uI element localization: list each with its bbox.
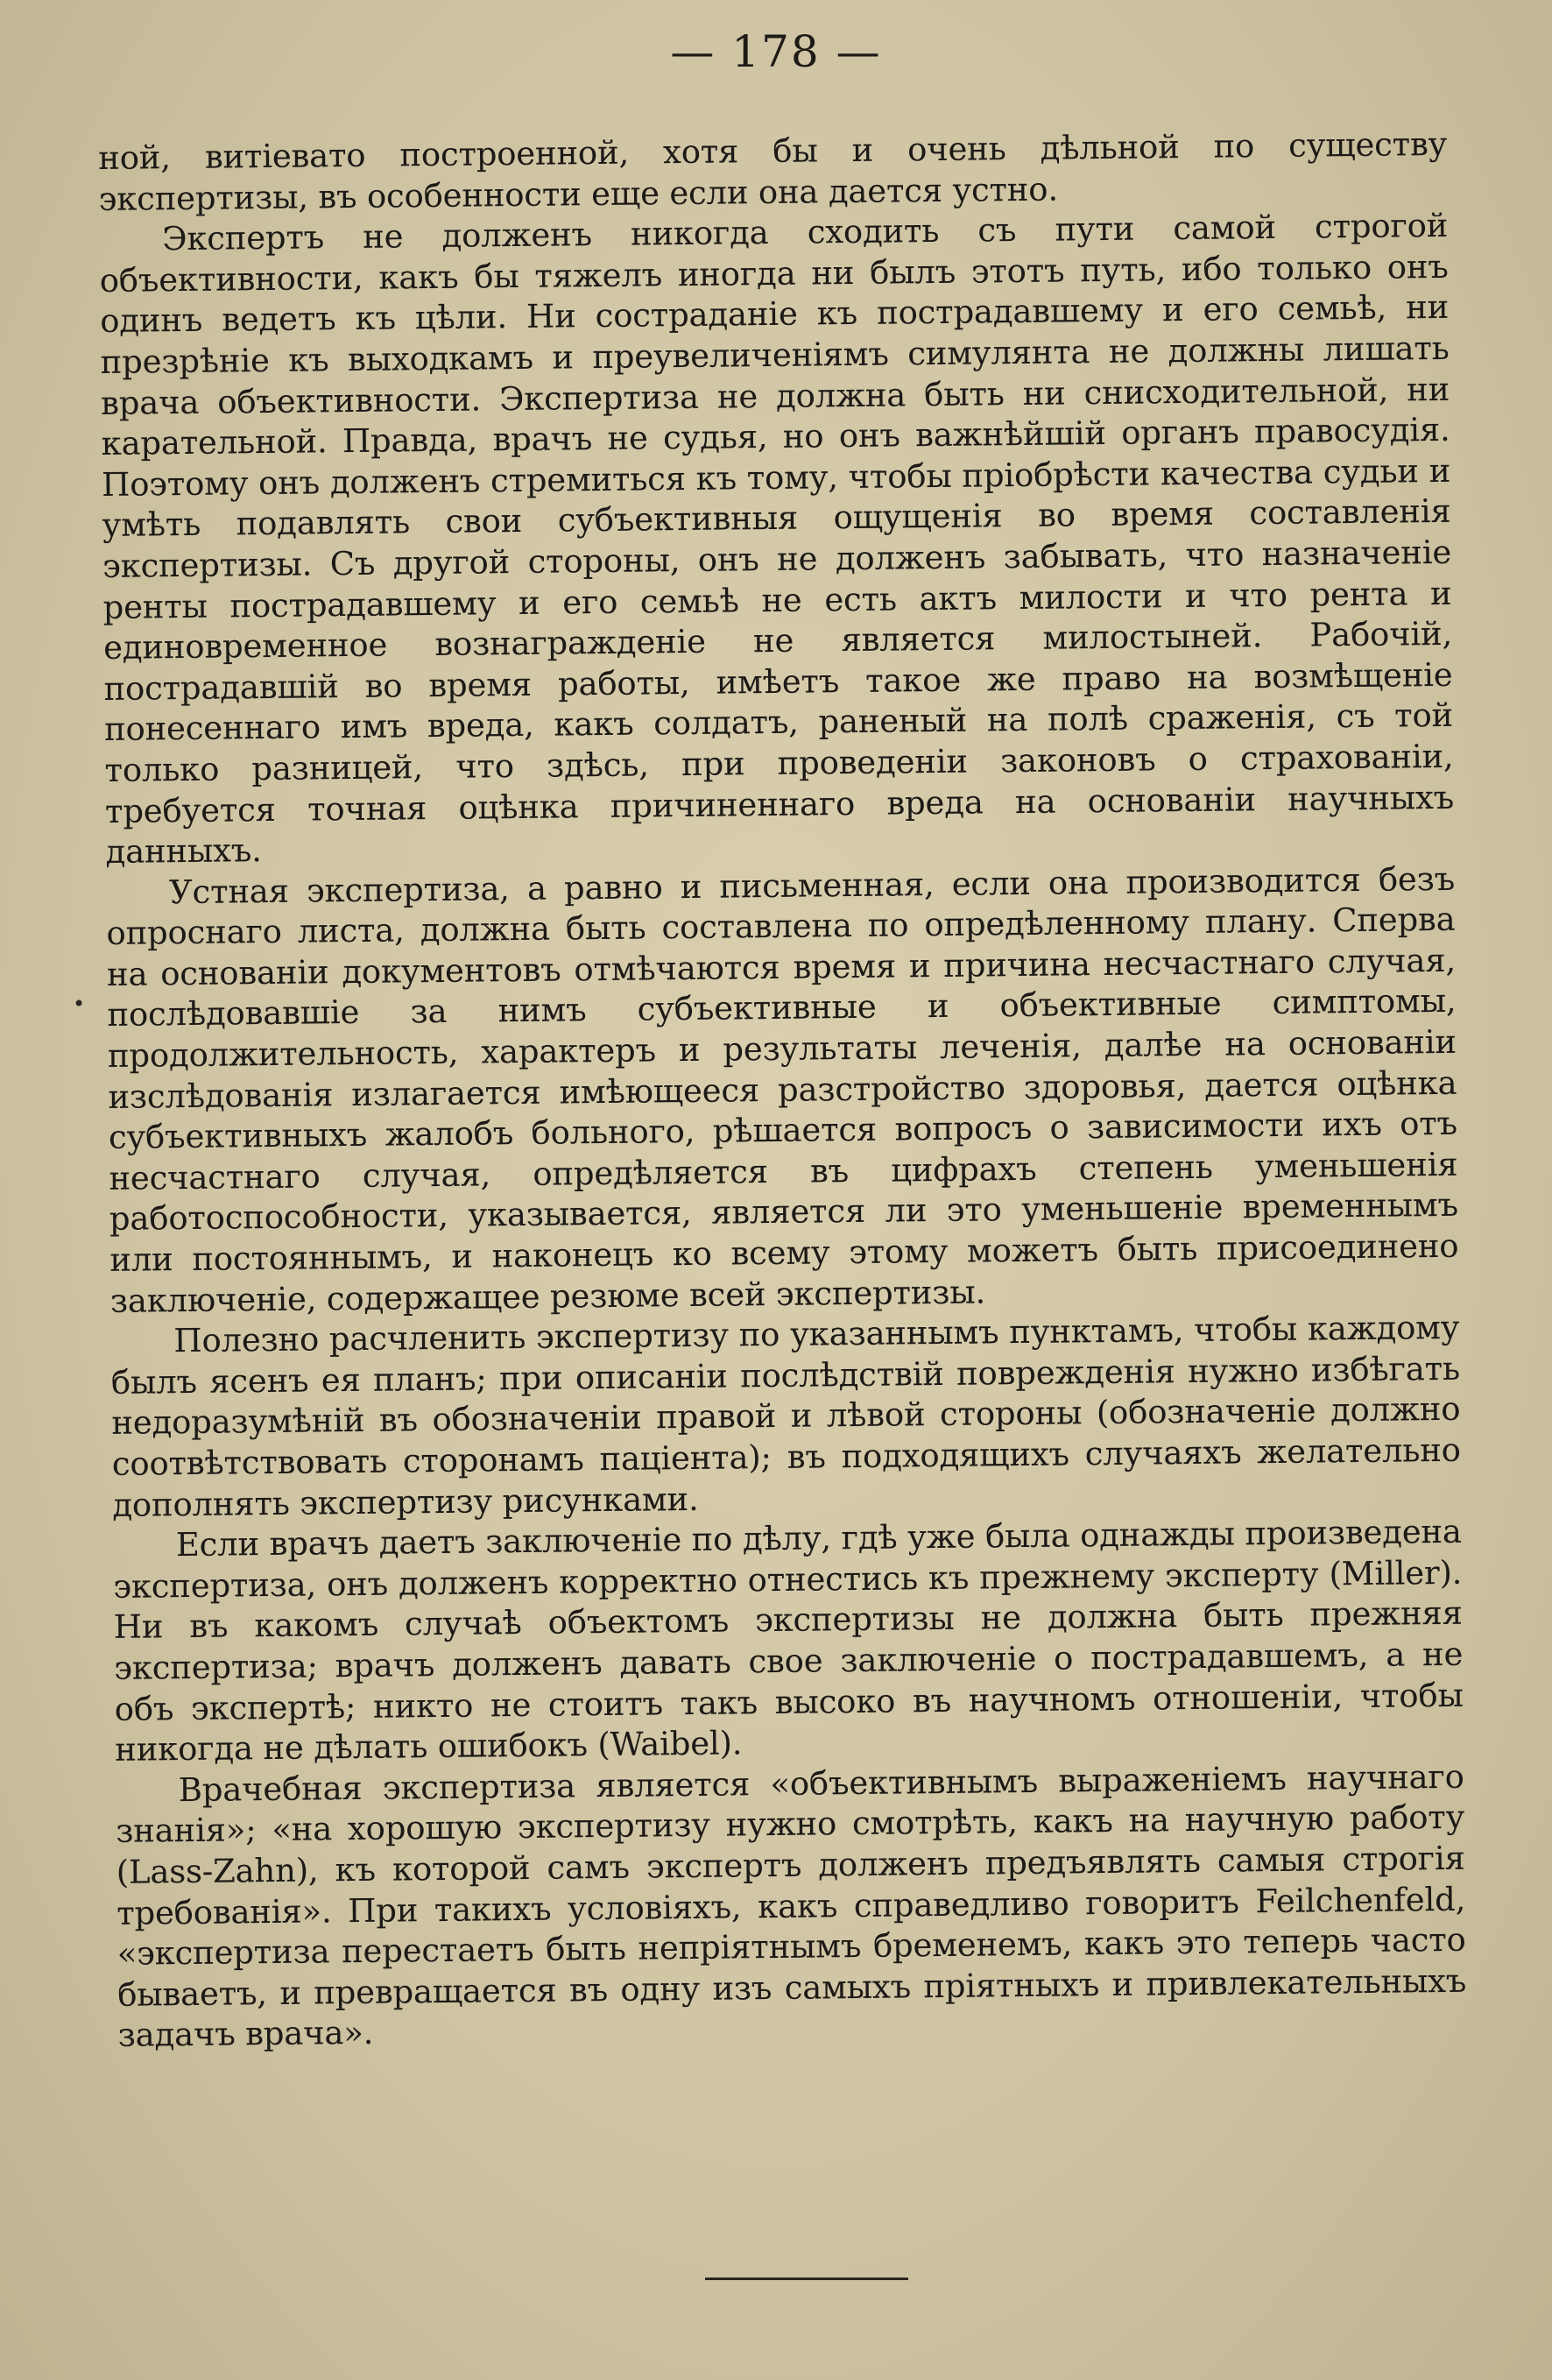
paragraph-oral-expertise: Устная экспертиза, а равно и письменная, если она производится безъ опроснаго листа, должна быть составлена по опредѣленному плану. Сперва на основаніи документовъ отмѣчаются время и причина несчастнаго случая, послѣдовавшіе за нимъ субъективные и объективные симптомы, продолжительность, характеръ и результаты леченія, далѣе на основаніи изслѣдованія излагается имѣющееся разстройство здоровья, дается оцѣнка субъективныхъ жалобъ больного, рѣшается вопросъ о зависимости ихъ отъ несчастнаго случая, опредѣляется въ цифрахъ степень уменьшенія работоспособности, указывается, является ли это уменьшеніе временнымъ или постояннымъ, и наконецъ ко всему этому можетъ быть присоединено заключеніе, содержащее резюме всей экспертизы. [106, 859, 1459, 1320]
paragraph-prior-expert: Если врачъ даетъ заключеніе по дѣлу, гдѣ уже была однажды произведена экспертиза, онъ долженъ корректно отнестись къ прежнему эксперту (Miller). Ни въ какомъ случаѣ объектомъ экспертизы не должна быть прежняя экспертиза; врачъ долженъ давать свое заключеніе о пострадавшемъ, а не объ экспертѣ; никто не стоитъ такъ высоко въ научномъ отношеніи, чтобы никогда не дѣлать ошибокъ (Waibel). [113, 1512, 1464, 1769]
paragraph-structure: Полезно расчленить экспертизу по указаннымъ пунктамъ, чтобы каждому былъ ясенъ ея планъ; при описаніи послѣдствій поврежденія нужно избѣгать недоразумѣній въ обозначеніи правой и лѣвой стороны (обозначеніе должно соотвѣтствовать сторонамъ паціента); въ подходящихъ случаяхъ желательно дополнять экспертизу рисунками. [110, 1309, 1461, 1524]
paragraph-continuation: ной, витіевато построенной, хотя бы и очень дѣльной по существу экспертизы, въ особенности еще если она дается устно. [98, 124, 1448, 218]
paragraph-objectivity: Экспертъ не долженъ никогда сходить съ пути самой строгой объективности, какъ бы тяжелъ иногда ни былъ этотъ путь, ибо только онъ одинъ ведетъ къ цѣли. Ни состраданіе къ пострадавшему и его семьѣ, ни презрѣніе къ выходкамъ и преувеличеніямъ симулянта не должны лишать врача объективности. Экспертиза не должна быть ни снисходительной, ни карательной. Правда, врачъ не судья, но онъ важнѣйшій органъ правосудія. Поэтому онъ долженъ стремиться къ тому, чтобы пріобрѣсти качества судьи и умѣть подавлять свои субъективныя ощущенія во время составленія экспертизы. Съ другой стороны, онъ не долженъ забывать, что назначеніе ренты пострадавшему и его семьѣ не есть актъ милости и что рента и единовременное вознагражденіе не является милостыней. Рабочій, пострадавшій во время работы, имѣетъ такое же право на возмѣщеніе понесеннаго имъ вреда, какъ солдатъ, раненый на полѣ сраженія, съ той только разницей, что здѣсь, при проведеніи законовъ о страхованіи, требуется точная оцѣнка причиненнаго вреда на основаніи научныхъ данныхъ. [99, 207, 1455, 872]
end-rule [705, 2278, 908, 2280]
page-number: — 178 — [670, 26, 882, 77]
margin-mark: • [73, 992, 86, 1016]
paragraph-conclusion: Врачебная экспертиза является «объективнымъ выраженіемъ научнаго знанія»; «на хорошую экспертизу нужно смотрѣть, какъ на научную работу (Lass-Zahn), къ которой самъ экспертъ долженъ предъявлять самыя строгія требованія». При такихъ условіяхъ, какъ справедливо говоритъ Feilchenfeld, «экспертиза перестаетъ быть непріятнымъ бременемъ, какъ это теперь часто бываетъ, и превращается въ одну изъ самыхъ пріятныхъ и привлекательныхъ задачъ врача». [116, 1757, 1467, 2055]
body-text [98, 124, 1467, 2057]
